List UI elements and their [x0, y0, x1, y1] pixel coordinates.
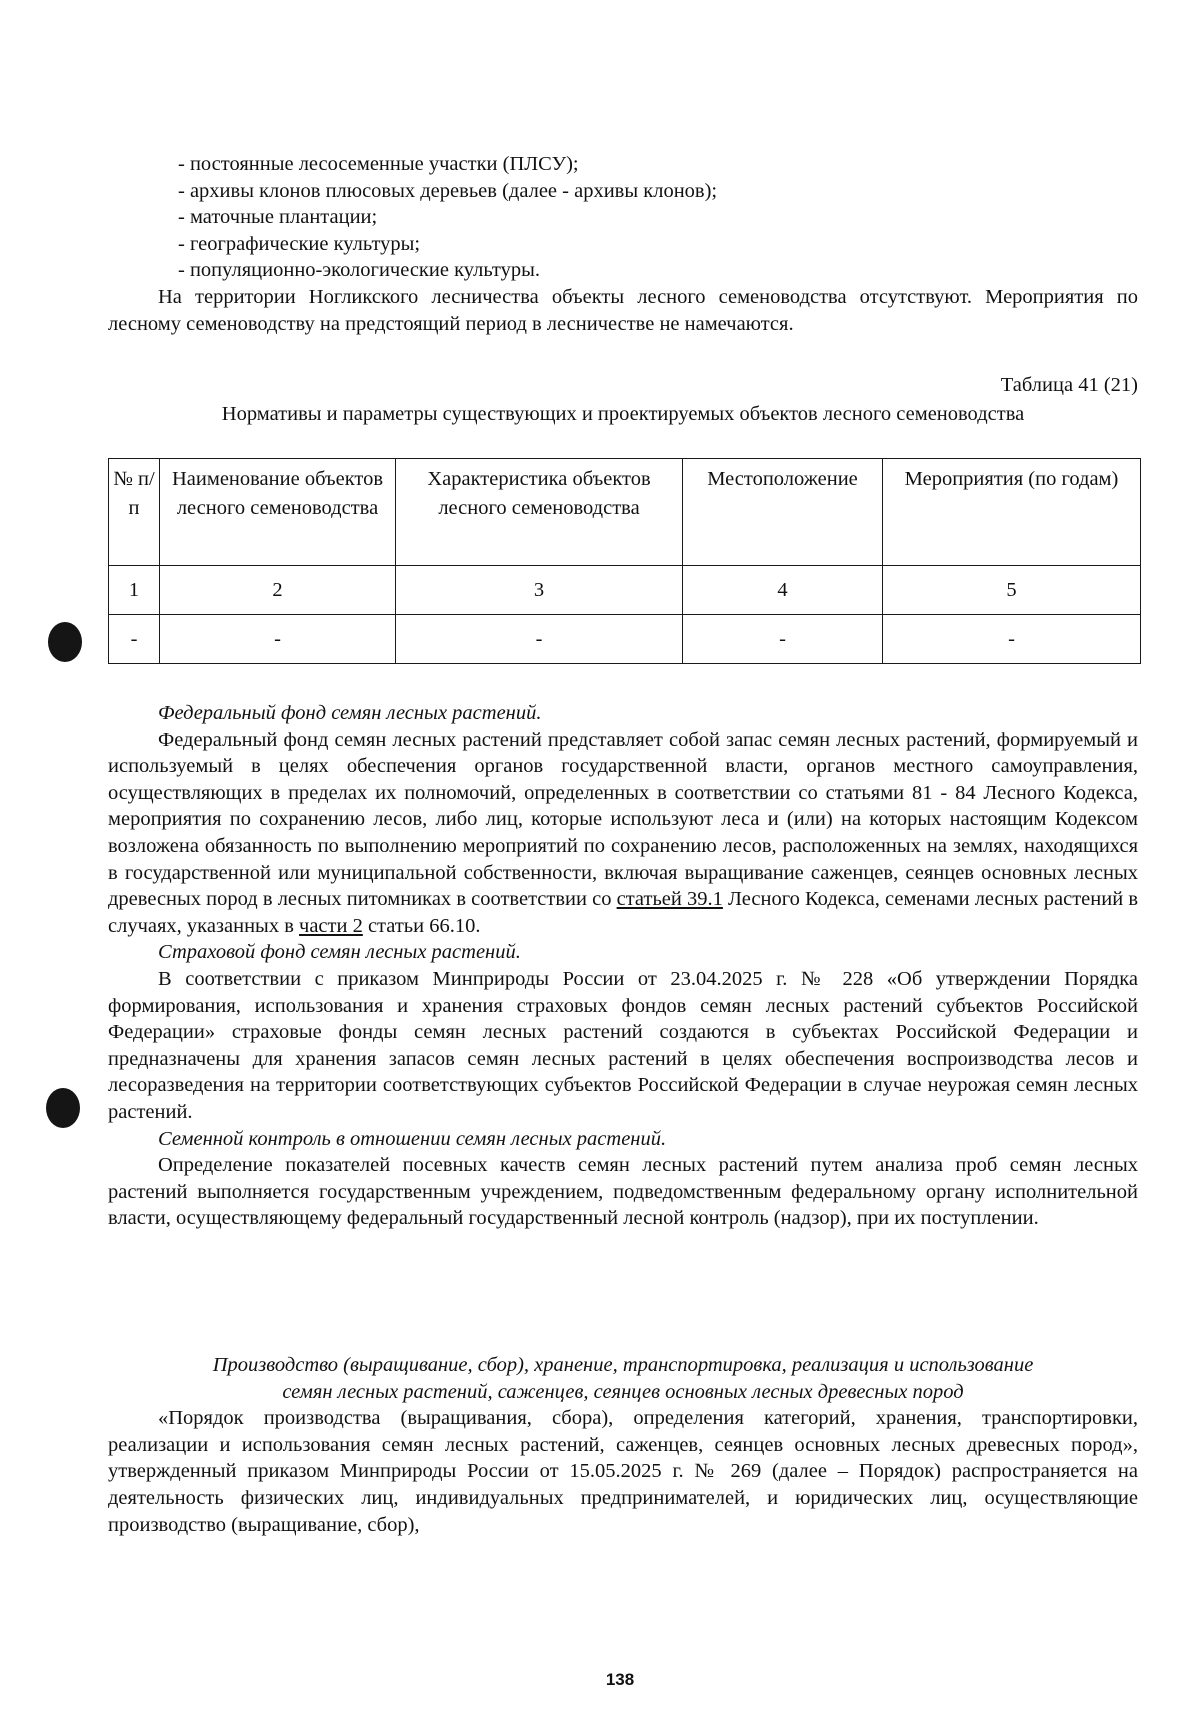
table-caption: Таблица 41 (21)	[1000, 374, 1138, 396]
table-cell: 4	[683, 566, 883, 615]
paragraph-text: Федеральный фонд семян лесных растений представляет собой запас семян лесных растений, формируемый и используемый в целях обеспечения органов государственной власти, органов местного самоуправления, осуществляющих в пределах их полномочий, определенных в соответствии со статьями 81 - 84 Лесного Кодекса, мероприятия по сохранению лесов, либо лиц, которые используют леса и (или) на которых настоящим Кодексом возложена обязанность по выполнению мероприятий по сохранению лесов, расположенных на землях, находящихся в государственной или муниципальной собственности, включая выращивание саженцев, сеянцев основных лесных древесных пород в лесных питомниках в соответствии со	[108, 728, 1138, 911]
main-text	[108, 700, 1138, 1232]
table-row	[109, 615, 1141, 664]
table-cell: -	[396, 615, 683, 664]
section-heading: семян лесных растений, саженцев, сеянцев основных лесных древесных пород	[282, 1380, 964, 1403]
table-header-row	[109, 459, 1141, 566]
federal-fund-paragraph	[108, 727, 1138, 940]
table-header-cell: Характеристика объектов лесного семеноводства	[396, 459, 683, 566]
insurance-fund-paragraph: В соответствии с приказом Минприроды России от 23.04.2025 г. № 228 «Об утверждении Порядка формирования, использования и хранения страховых фондов семян лесных растений субъектов Российской Федерации» страховые фонды семян лесных растений создаются в субъектах Российской Федерации и предназначены для хранения запасов семян лесных растений в целях обеспечения воспроизводства лесов и лесоразведения на территории соответствующих субъектов Российской Федерации в случае неурожая семян лесных растений.	[108, 967, 1138, 1123]
section-heading: Производство (выращивание, сбор), хранение, транспортировка, реализация и использование	[212, 1354, 1034, 1376]
list-item: - маточные плантации;	[178, 206, 378, 229]
table-header-cell: Наименование объектов лесного семеноводства	[160, 459, 396, 566]
section-heading: Семенной контроль в отношении семян лесных растений.	[158, 1127, 667, 1150]
section-heading: Страховой фонд семян лесных растений.	[158, 941, 521, 964]
seed-objects-table	[108, 458, 1141, 664]
table-title: Нормативы и параметры существующих и проектируемых объектов лесного семеноводства	[221, 403, 1025, 425]
table-cell: 5	[883, 566, 1141, 615]
list-item: - постоянные лесосеменные участки (ПЛСУ);	[178, 153, 579, 175]
production-section	[108, 1352, 1138, 1538]
seed-objects-list	[178, 151, 1128, 284]
table-header-cell: № п/п	[109, 459, 160, 566]
list-item: - архивы клонов плюсовых деревьев (далее - архивы клонов);	[178, 179, 718, 202]
table-cell: -	[683, 615, 883, 664]
section-heading: Федеральный фонд семян лесных растений.	[158, 702, 542, 724]
list-item: - популяционно-экологические культуры.	[178, 259, 540, 282]
table-cell: 2	[160, 566, 396, 615]
punch-hole-mark	[46, 1088, 80, 1128]
table-cell: 1	[109, 566, 160, 615]
production-paragraph: «Порядок производства (выращивания, сбора), определения категорий, хранения, транспортировки, реализации и использования семян лесных растений, саженцев, сеянцев основных лесных древесных пород», утвержденный приказом Минприроды России от 15.05.2025 г. № 269 (далее – Порядок) распространяется на деятельность физических лиц, индивидуальных предпринимателей, и юридических лиц, осуществляющие производство (выращивание, сбор),	[108, 1407, 1138, 1536]
table-cell: 3	[396, 566, 683, 615]
paragraph-text: статьи 66.10.	[362, 914, 481, 937]
paragraph-text: Лесного Кодекса, семенами лесных растений в случаях, указанных в	[108, 888, 1138, 937]
table-cell: -	[160, 615, 396, 664]
table-header-cell: Местоположение	[683, 459, 883, 566]
reference-link: статьей 39.1	[616, 888, 723, 911]
table-cell: -	[883, 615, 1141, 664]
page-number: 138	[605, 1670, 635, 1689]
seed-control-paragraph: Определение показателей посевных качеств семян лесных растений путем анализа проб семян лесных растений выполняется государственным учреждением, подведомственным федеральному органу исполнительной власти, осуществляющему федеральный государственный лесной контроль (надзор), при их поступлении.	[108, 1154, 1138, 1230]
punch-hole-mark	[48, 622, 82, 662]
table-column-number-row	[109, 566, 1141, 615]
table-cell: -	[109, 615, 160, 664]
intro-paragraph: На территории Ногликского лесничества объекты лесного семеноводства отсутствуют. Мероприятия по лесному семеноводству на предстоящий период в лесничестве не намечаются.	[108, 286, 1138, 335]
reference-link: части 2	[299, 914, 363, 937]
table-header-cell: Мероприятия (по годам)	[883, 459, 1141, 566]
list-item: - географические культуры;	[178, 232, 421, 255]
